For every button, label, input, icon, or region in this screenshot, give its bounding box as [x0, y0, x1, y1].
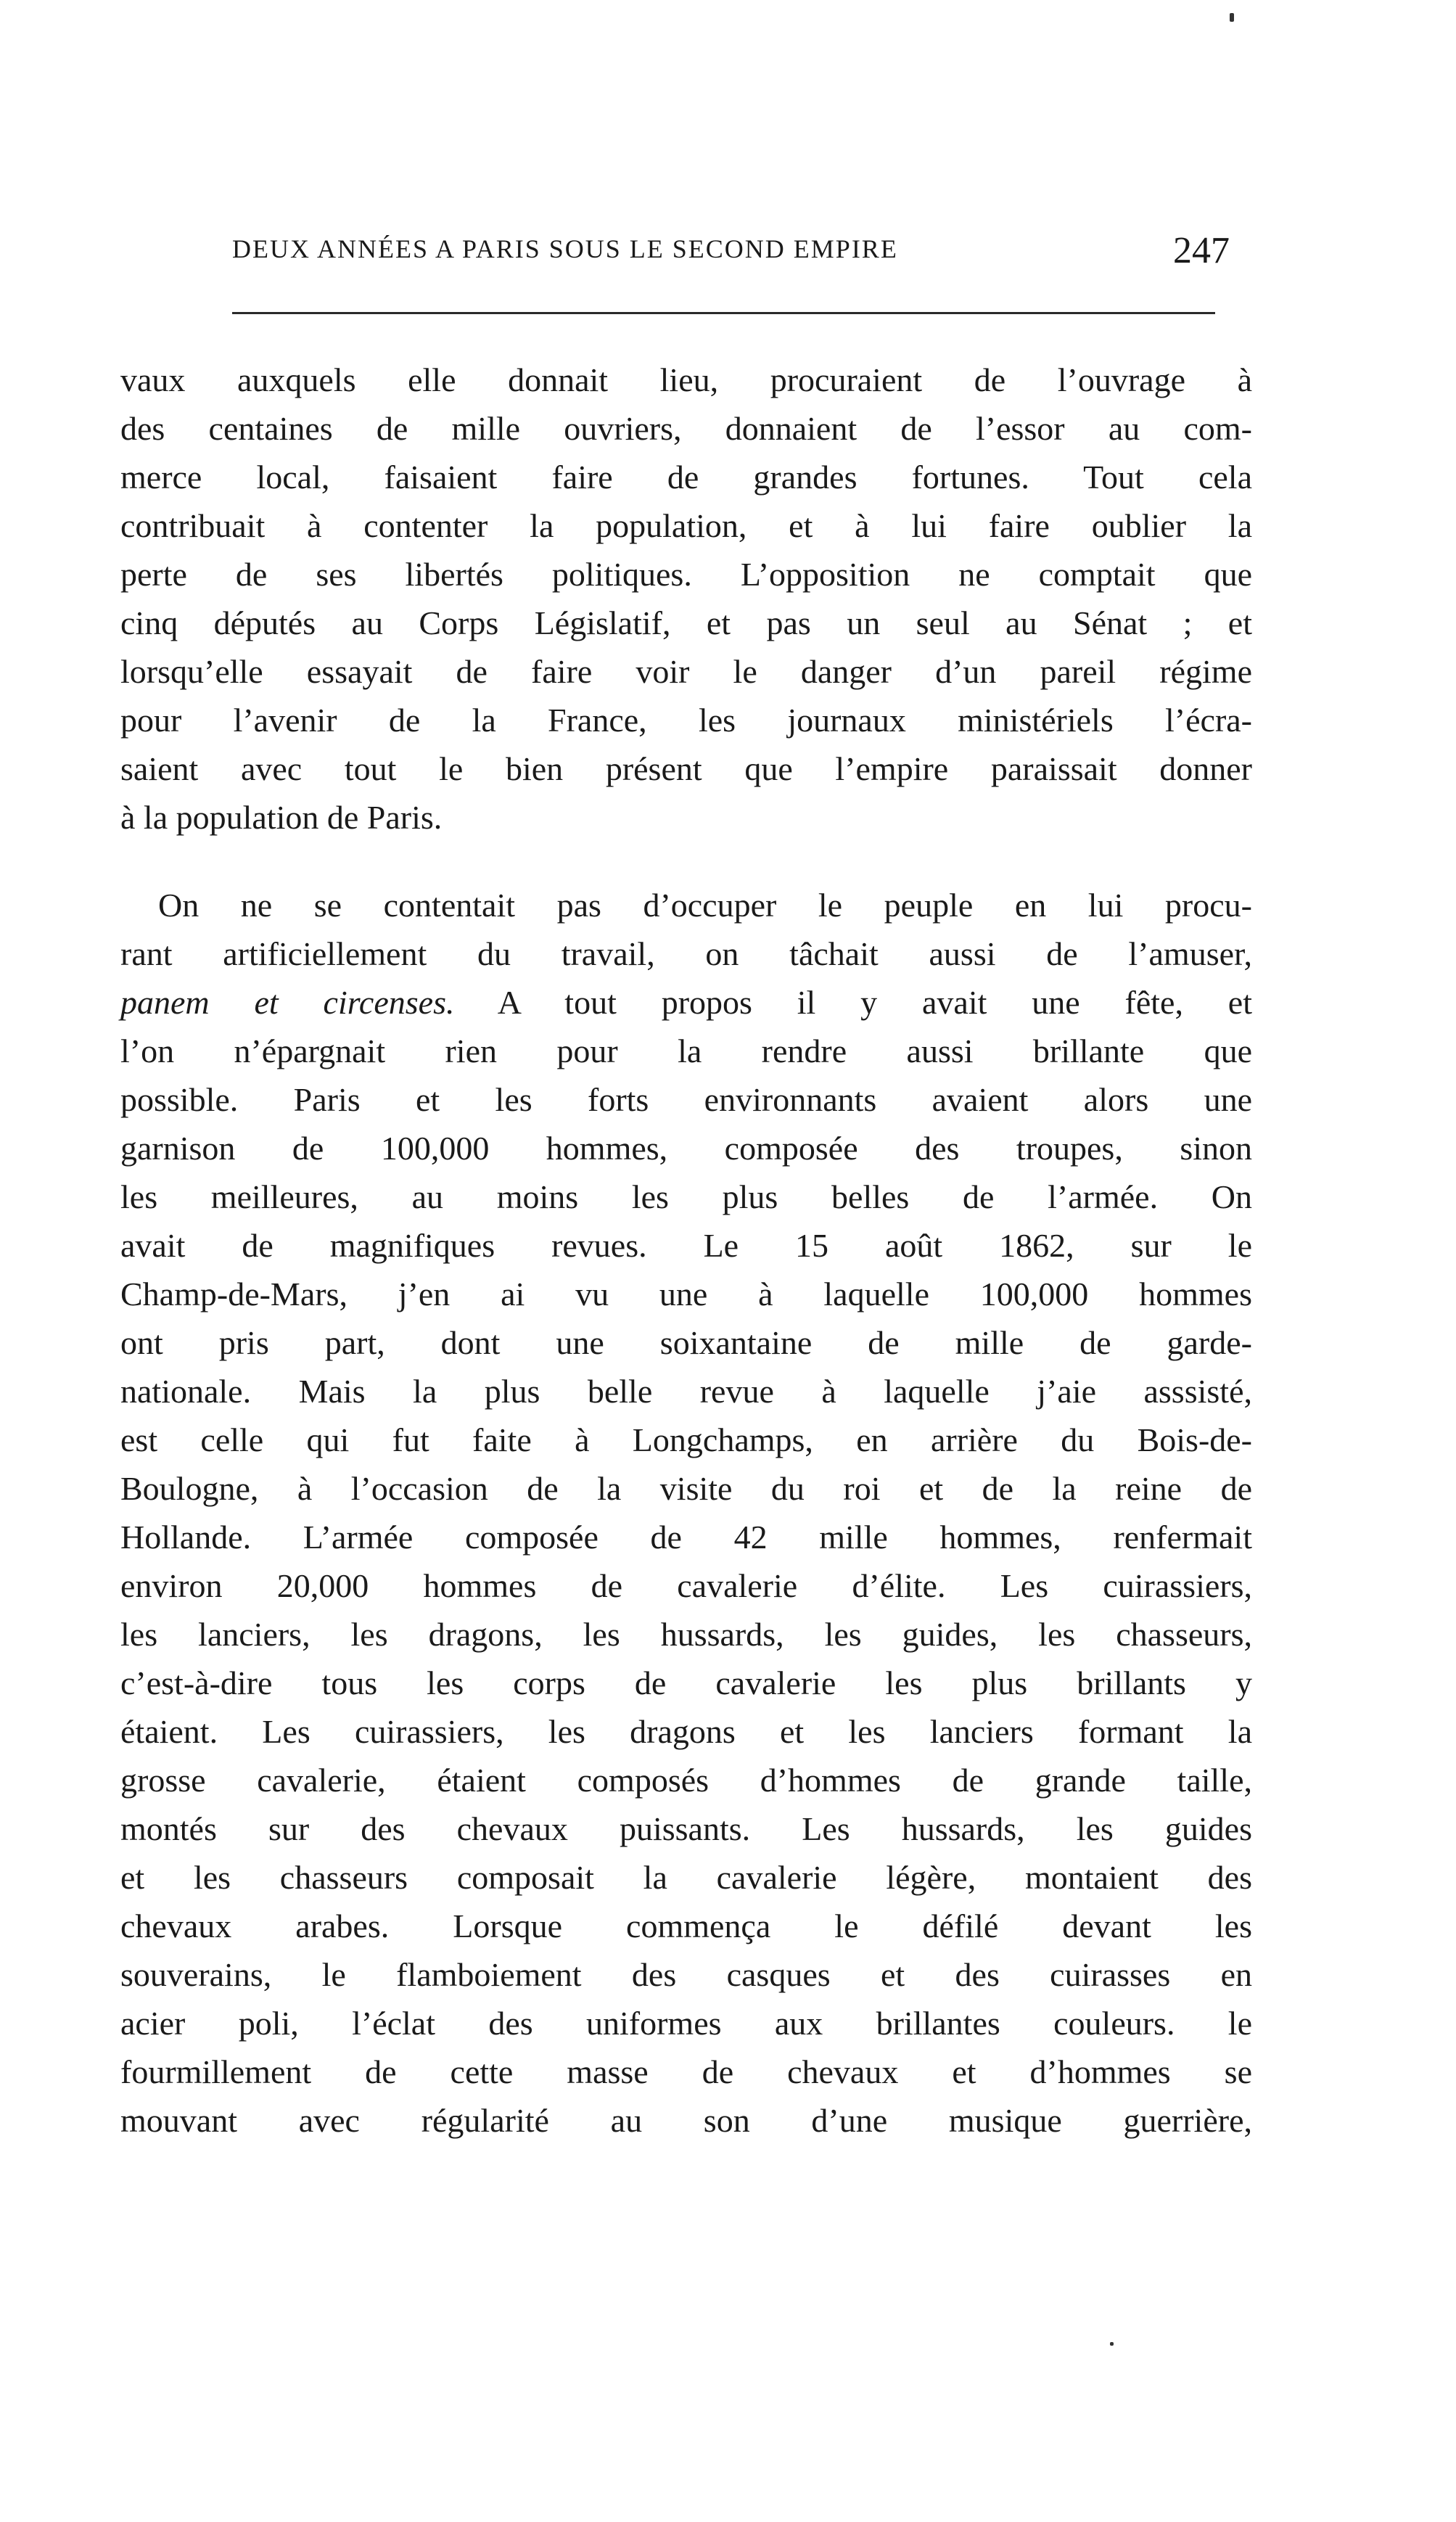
text-line: Champ-de-Mars, j’en ai vu une à laquelle 100,000 hommes: [120, 1276, 1252, 1313]
text-line: et les chasseurs composait la cavalerie légère, montaient des: [120, 1859, 1252, 1896]
text-line: vaux auxquels elle donnait lieu, procuraient de l’ouvrage à: [120, 361, 1252, 398]
page-number: 247: [1173, 230, 1230, 271]
text-line: cinq députés au Corps Législatif, et pas un seul au Sénat ; et: [120, 604, 1252, 641]
text-line: rant artificiellement du travail, on tâchait aussi de l’amuser,: [120, 935, 1252, 972]
text-line: grosse cavalerie, étaient composés d’hommes de grande taille,: [120, 1762, 1252, 1799]
paragraph-2: [120, 881, 1252, 2145]
running-header: [232, 230, 1230, 284]
text-line: Hollande. L’armée composée de 42 mille hommes, renfermait: [120, 1519, 1252, 1556]
running-title: DEUX ANNÉES A PARIS SOUS LE SECOND EMPIRE: [232, 234, 898, 263]
paragraph-gap: [120, 842, 1252, 881]
text-line: avait de magnifiques revues. Le 15 août 1862, sur le: [120, 1227, 1252, 1264]
text-line: à la population de Paris.: [120, 799, 443, 836]
print-speck: [1110, 2342, 1114, 2346]
text-line: souverains, le flamboiement des casques et des cuirasses en: [120, 1956, 1252, 1993]
text-line: On ne se contentait pas d’occuper le peuple en lui procu-: [158, 887, 1252, 924]
text-line: c’est-à-dire tous les corps de cavalerie les plus brillants y: [120, 1664, 1252, 1701]
text-line: merce local, faisaient faire de grandes fortunes. Tout cela: [120, 459, 1252, 496]
text-line: nationale. Mais la plus belle revue à laquelle j’aie asssisté,: [120, 1373, 1252, 1410]
text-line: ont pris part, dont une soixantaine de mille de garde-: [120, 1324, 1252, 1361]
text-line: chevaux arabes. Lorsque commença le défilé devant les: [120, 1907, 1252, 1944]
text-line: pour l’avenir de la France, les journaux ministériels l’écra-: [120, 702, 1252, 739]
text-line: les meilleures, au moins les plus belles de l’armée. On: [120, 1178, 1252, 1215]
text-line: acier poli, l’éclat des uniformes aux brillantes couleurs. le: [120, 2005, 1252, 2042]
text-line: environ 20,000 hommes de cavalerie d’élite. Les cuirassiers,: [120, 1567, 1252, 1604]
text-line: les lanciers, les dragons, les hussards, les guides, les chasseurs,: [120, 1616, 1252, 1653]
text-line: mouvant avec régularité au son d’une musique guerrière,: [120, 2102, 1252, 2139]
text-line: l’on n’épargnait rien pour la rendre aussi brillante que: [120, 1032, 1252, 1069]
text-line: perte de ses libertés politiques. L’opposition ne comptait que: [120, 556, 1252, 593]
paragraph-1: [120, 356, 1252, 842]
text-line: est celle qui fut faite à Longchamps, en arrière du Bois-de-: [120, 1421, 1252, 1458]
text-line: des centaines de mille ouvriers, donnaient de l’essor au com-: [120, 410, 1252, 447]
text-line: lorsqu’elle essayait de faire voir le danger d’un pareil régime: [120, 653, 1252, 690]
header-rule: [232, 312, 1215, 314]
text-line: contribuait à contenter la population, et à lui faire oublier la: [120, 507, 1252, 544]
latin-phrase: panem et circenses.: [120, 984, 455, 1021]
text-line: garnison de 100,000 hommes, composée des troupes, sinon: [120, 1130, 1252, 1167]
print-speck: [1230, 13, 1234, 22]
body-text: [120, 356, 1252, 2145]
text-line: Boulogne, à l’occasion de la visite du roi et de la reine de: [120, 1470, 1252, 1507]
text-line-latin-phrase: panem et circenses. A tout propos il y avait une fête, et: [120, 984, 1252, 1021]
text-line: possible. Paris et les forts environnants avaient alors une: [120, 1081, 1252, 1118]
text-line: étaient. Les cuirassiers, les dragons et les lanciers formant la: [120, 1713, 1252, 1750]
text-line: montés sur des chevaux puissants. Les hussards, les guides: [120, 1810, 1252, 1847]
text-line: saient avec tout le bien présent que l’empire paraissait donner: [120, 750, 1252, 787]
text-line: fourmillement de cette masse de chevaux et d’hommes se: [120, 2053, 1252, 2090]
